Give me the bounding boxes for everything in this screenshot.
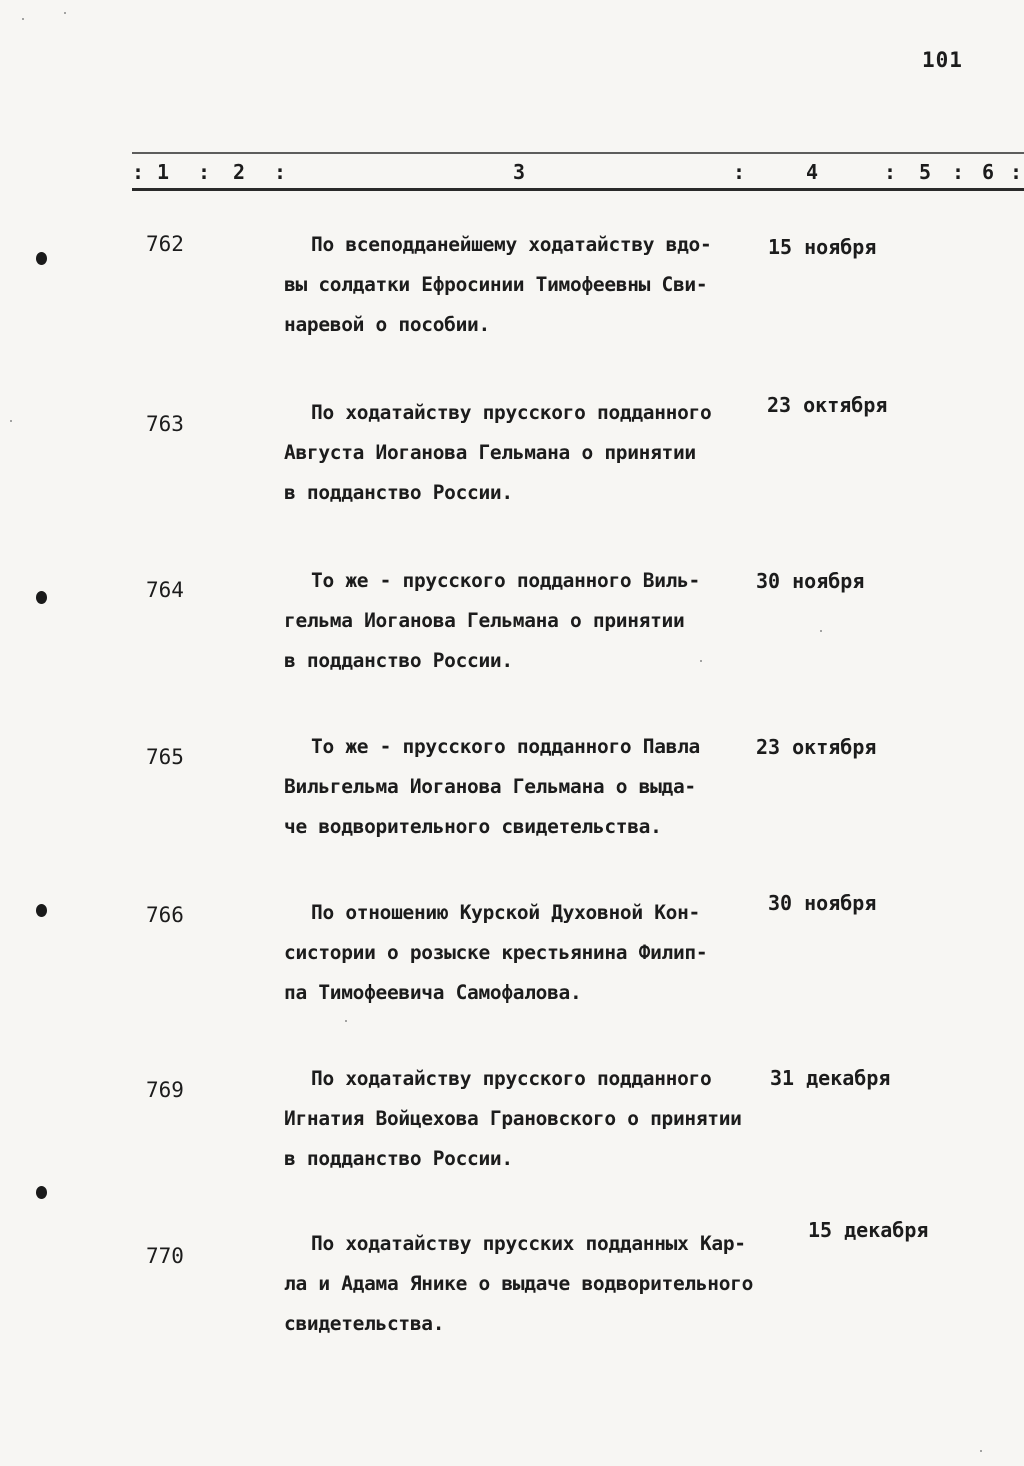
entry-line: По ходатайству прусского подданного [311,1067,712,1090]
page-number: 101 [922,48,963,72]
entry-number: 766 [146,903,184,927]
entry-line: па Тимофеевича Самофалова. [284,981,582,1004]
entry-number: 763 [146,412,184,436]
entry-description [284,893,764,1013]
column-header-1: 1 [157,160,170,184]
paper-speck [820,630,822,632]
entry-line: в подданство России. [284,481,513,504]
entry-line: Игнатия Войцехова Грановского о принятии [284,1107,742,1130]
header-rule-top [132,152,1024,154]
entry-number: 770 [146,1244,184,1268]
entry-line: систории о розыске крестьянина Филип- [284,941,708,964]
entry-date: 23 октября [756,735,877,759]
entry-line: ла и Адама Янике о выдаче водворительного [284,1272,754,1295]
column-separator: : [1010,160,1023,184]
entry-description [284,225,764,345]
entry-line: По ходатайству прусских подданных Кар- [311,1232,746,1255]
entry-line: че водворительного свидетельства. [284,815,662,838]
entry-line: Августа Иоганова Гельмана о принятии [284,441,696,464]
column-header-5: 5 [919,160,932,184]
entry-date: 23 октября [767,393,888,417]
entry-line: По отношению Курской Духовной Кон- [311,901,700,924]
column-header-4: 4 [806,160,819,184]
entry-line: По всеподданейшему ходатайству вдо- [311,233,712,256]
binding-hole [36,904,47,917]
entry-date: 30 ноября [756,569,865,593]
entry-description [284,727,764,847]
entry-number: 762 [146,232,184,256]
entry-number: 769 [146,1078,184,1102]
binding-hole [36,591,47,604]
entry-line: вы солдатки Ефросинии Тимофеевны Сви- [284,273,708,296]
column-separator: : [952,160,965,184]
entry-line: в подданство России. [284,649,513,672]
header-rule-bottom [132,188,1024,191]
column-separator: : [198,160,211,184]
binding-hole [36,1186,47,1199]
column-separator: : [274,160,287,184]
entry-line: По ходатайству прусского подданного [311,401,712,424]
entry-description [284,561,764,681]
column-header-2: 2 [233,160,246,184]
entry-description [284,1224,764,1344]
entry-line: гельма Иоганова Гельмана о принятии [284,609,685,632]
paper-speck [22,18,24,20]
entry-line: в подданство России. [284,1147,513,1170]
paper-speck [700,660,702,662]
entry-line: Вильгельма Иоганова Гельмана о выда- [284,775,696,798]
entry-line: наревой о пособии. [284,313,490,336]
entry-line: То же - прусского подданного Павла [311,735,700,758]
paper-speck [345,1020,347,1022]
column-header-6: 6 [982,160,995,184]
binding-hole [36,252,47,265]
paper-speck [10,420,12,422]
paper-speck [980,1450,982,1452]
entry-number: 765 [146,745,184,769]
column-header-3: 3 [513,160,526,184]
entry-line: То же - прусского подданного Виль- [311,569,700,592]
entry-date: 15 декабря [808,1218,929,1242]
entry-date: 15 ноября [768,235,877,259]
column-separator: : [884,160,897,184]
entry-line: свидетельства. [284,1312,445,1335]
entry-description [284,393,764,513]
paper-speck [64,12,66,14]
column-separator: : [733,160,746,184]
entry-number: 764 [146,578,184,602]
column-separator: : [132,160,145,184]
entry-description [284,1059,764,1179]
entry-date: 30 ноября [768,891,877,915]
entry-date: 31 декабря [770,1066,891,1090]
